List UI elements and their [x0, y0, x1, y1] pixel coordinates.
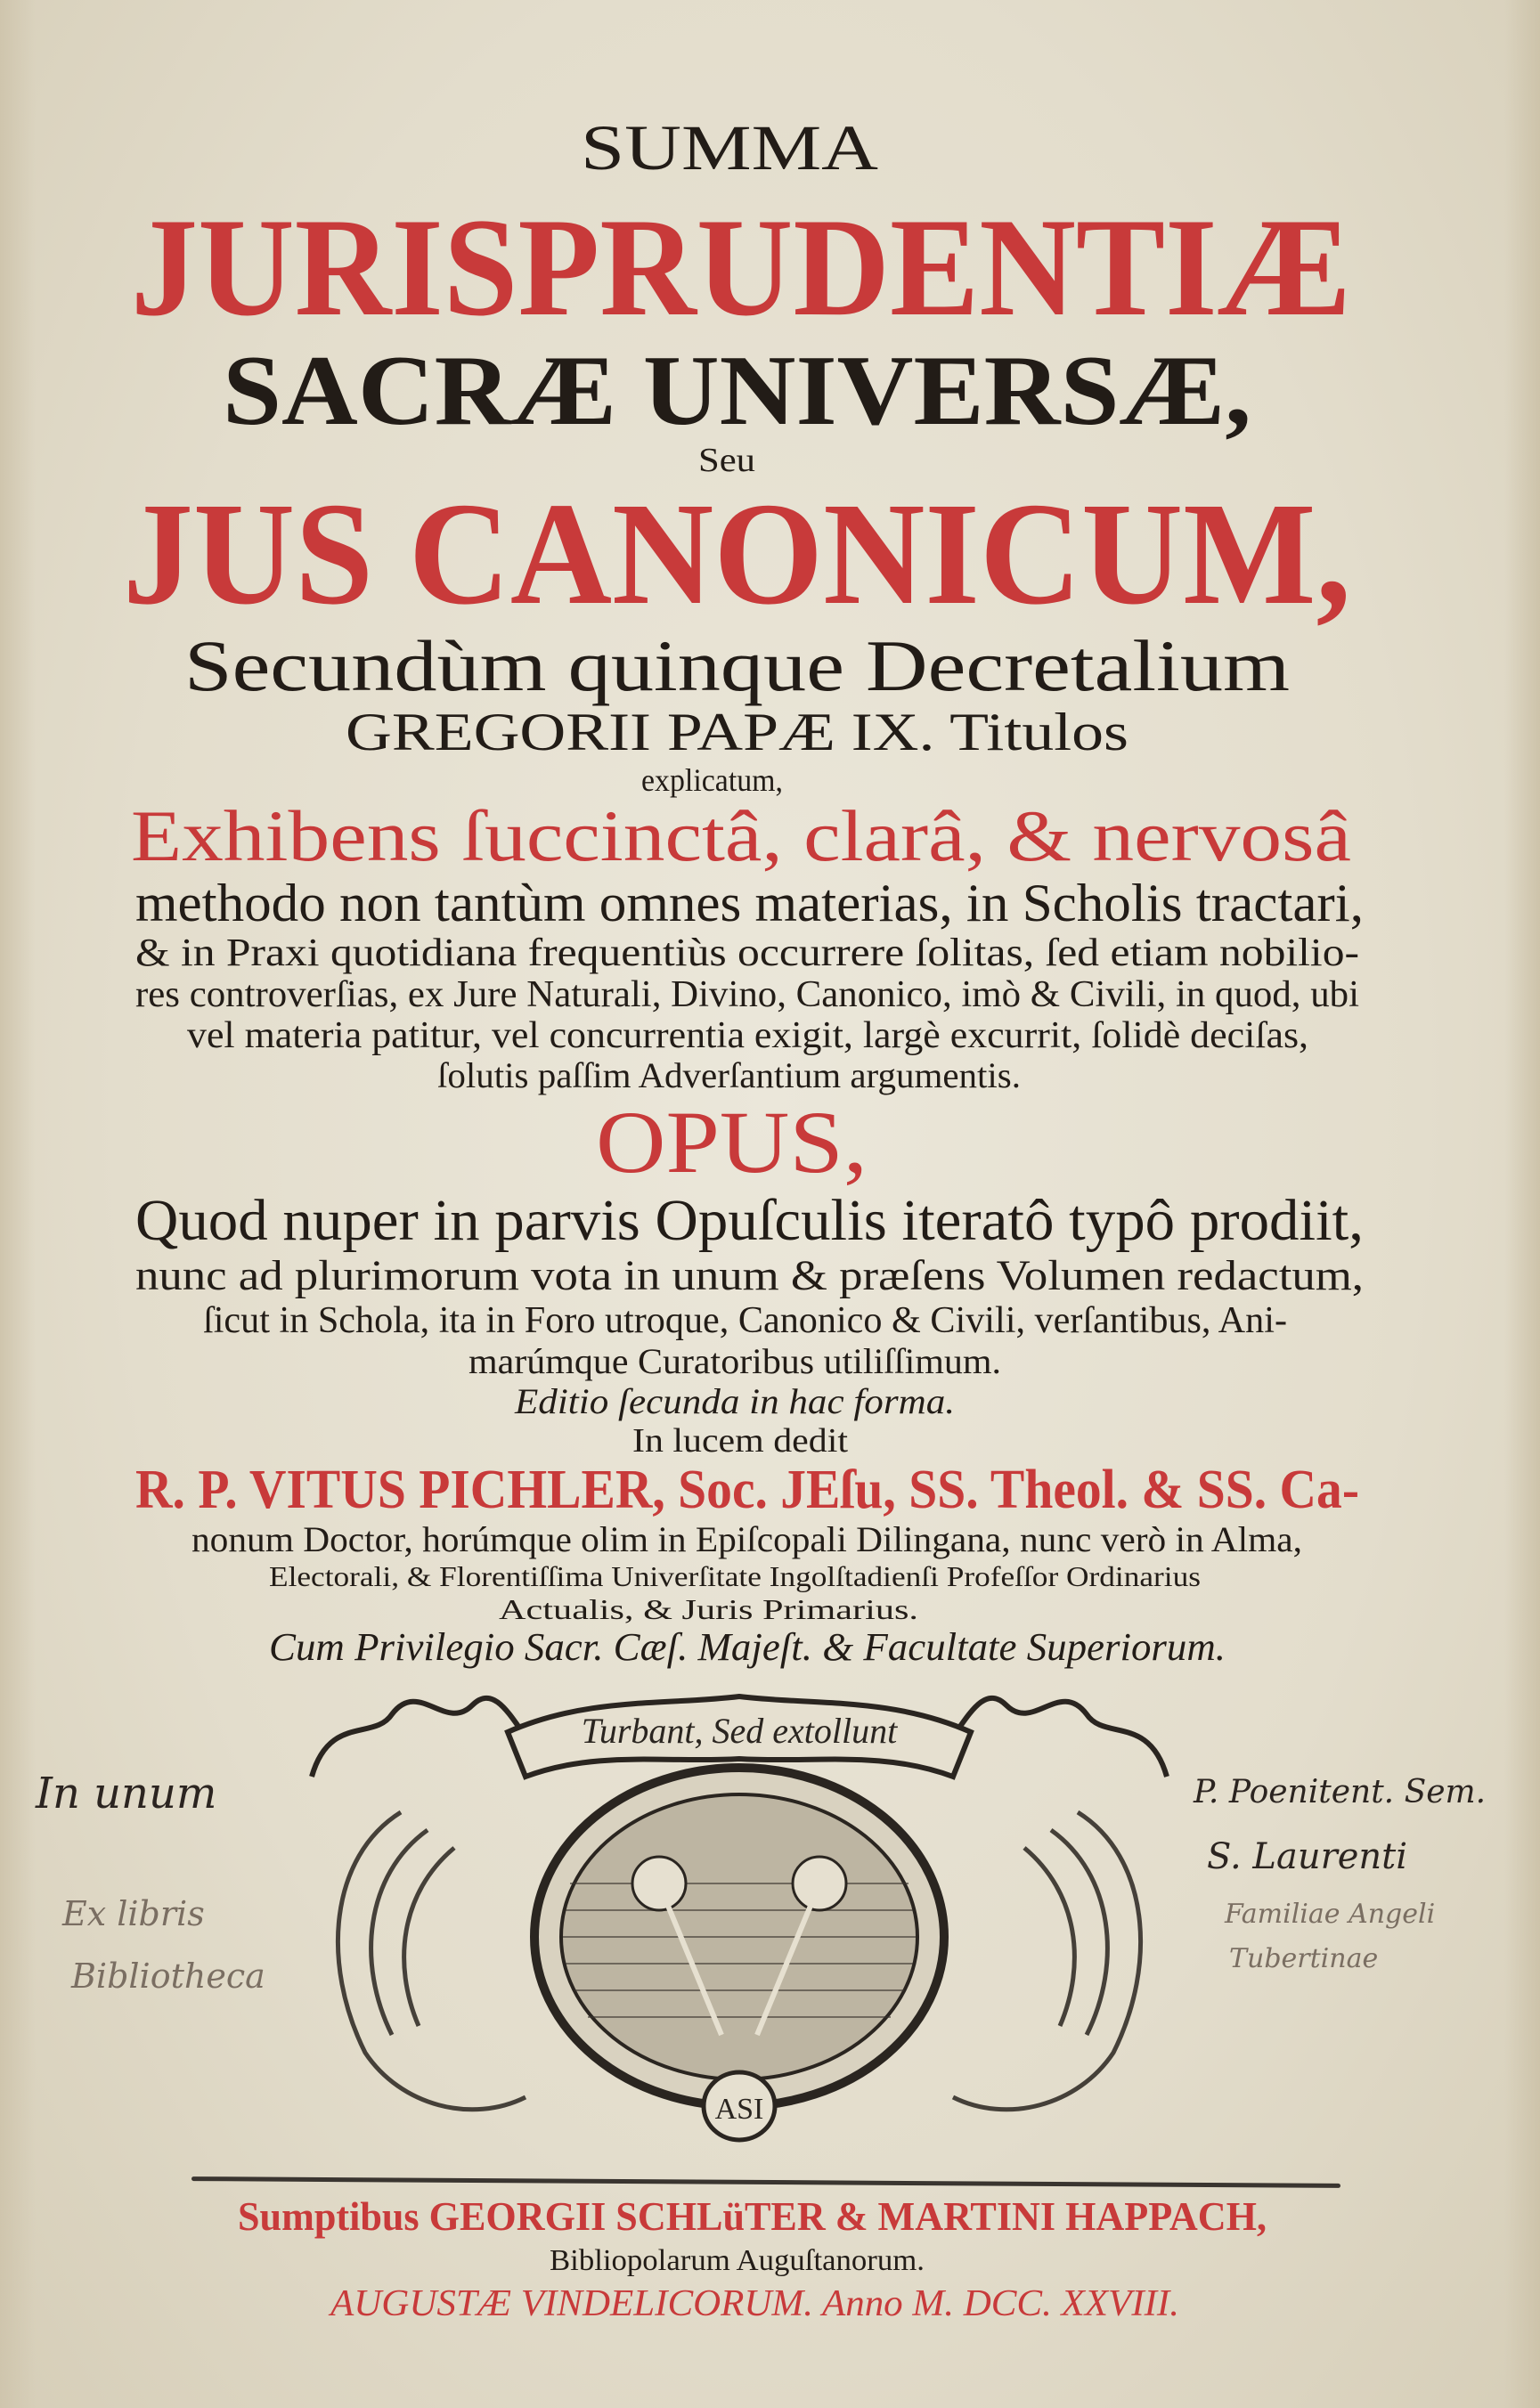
subtitle-explicatum: explicatum,	[641, 762, 783, 798]
handwritten-note-left-3: Bibliotheca	[71, 1956, 265, 1996]
body-line-4: vel materia patitur, vel concurrentia exigit, largè excurrit, ſolidè deciſas,	[187, 1015, 1308, 1056]
author-line-2: nonum Doctor, horúmque olim in Epiſcopali Dilingana, nunc verò in Alma,	[191, 1519, 1302, 1559]
imprint-place-date: AUGUSTÆ VINDELICORUM. Anno M. DCC. XXVIII.	[330, 2283, 1179, 2324]
handwritten-note-right-3: Familiae Angeli	[1225, 1899, 1436, 1930]
wind-face-left	[632, 1857, 686, 1910]
subtitle-secundum: Secundùm quinque Decretalium	[184, 625, 1290, 706]
title-jus-canonicum: JUS CANONICUM,	[123, 472, 1351, 635]
title-jurisprudentiae: JURISPRUDENTIÆ	[131, 190, 1351, 346]
body-line-9: marúmque Curatoribus utiliſſimum.	[469, 1341, 1001, 1381]
imprint-rule	[191, 2176, 1340, 2188]
imprint-booksellers: Bibliopolarum Auguſtanorum.	[550, 2244, 925, 2277]
title-seu: Seu	[698, 442, 755, 479]
heading-opus: OPUS,	[596, 1093, 868, 1192]
body-line-8: ſicut in Schola, ita in Foro utroque, Canonico & Civili, verſantibus, Ani-	[203, 1300, 1287, 1341]
handwritten-note-right-4: Tubertinae	[1229, 1943, 1379, 1974]
body-line-5: ſolutis paſſim Adverſantium argumentis.	[437, 1055, 1021, 1095]
printers-emblem	[294, 1679, 1185, 2151]
in-lucem-dedit: In lucem dedit	[632, 1422, 848, 1460]
body-line-1: methodo non tantùm omnes materias, in Scholis tractari,	[135, 874, 1364, 932]
body-line-6: Quod nuper in parvis Opuſculis iteratô typô prodiit,	[135, 1188, 1364, 1253]
handwritten-note-right-1: P. Poenitent. Sem.	[1194, 1774, 1487, 1810]
author-line-3: Electorali, & Florentiſſima Univerſitate Ingolſtadienſi Profeſſor Ordinarius	[269, 1560, 1201, 1592]
title-sacrae-universae: SACRÆ UNIVERSÆ,	[223, 336, 1251, 446]
body-line-3: res controverſias, ex Jure Naturali, Divino, Canonico, imò & Civili, in quod, ubi	[135, 974, 1359, 1015]
handwritten-note-left-2: Ex libris	[62, 1894, 205, 1933]
body-line-7: nunc ad plurimorum vota in unum & præſens Volumen redactum,	[135, 1252, 1364, 1299]
author-line-4: Actualis, & Juris Primarius.	[499, 1593, 918, 1625]
wind-face-right	[793, 1857, 846, 1910]
subtitle-exhibens: Exhibens ſuccinctâ, clarâ, & nervosâ	[131, 795, 1351, 876]
handwritten-note-right-2: S. Laurenti	[1207, 1836, 1407, 1877]
page-edge-right	[1504, 0, 1540, 2408]
edition-note: Editio ſecunda in hac forma.	[515, 1381, 955, 1421]
body-line-2: & in Praxi quotidiana frequentiùs occurrere ſolitas, ſed etiam nobilio-	[135, 931, 1359, 974]
page-edge-left	[0, 0, 36, 2408]
emblem-motto: Turbant, Sed extollunt	[581, 1711, 898, 1751]
emblem-monogram: ASI	[714, 2093, 764, 2126]
privilege-line: Cum Privilegio Sacr. Cæſ. Majeſt. & Facultate Superiorum.	[269, 1625, 1226, 1669]
author-name: R. P. VITUS PICHLER, Soc. JEſu, SS. Theol. & SS. Ca-	[135, 1460, 1359, 1520]
subtitle-gregorii: GREGORII PAPÆ IX. Titulos	[346, 703, 1129, 761]
handwritten-note-left-1: In unum	[36, 1769, 217, 1818]
title-summa: SUMMA	[581, 112, 878, 183]
imprint-publishers: Sumptibus GEORGII SCHLüTER & MARTINI HAPPACH,	[238, 2193, 1267, 2239]
